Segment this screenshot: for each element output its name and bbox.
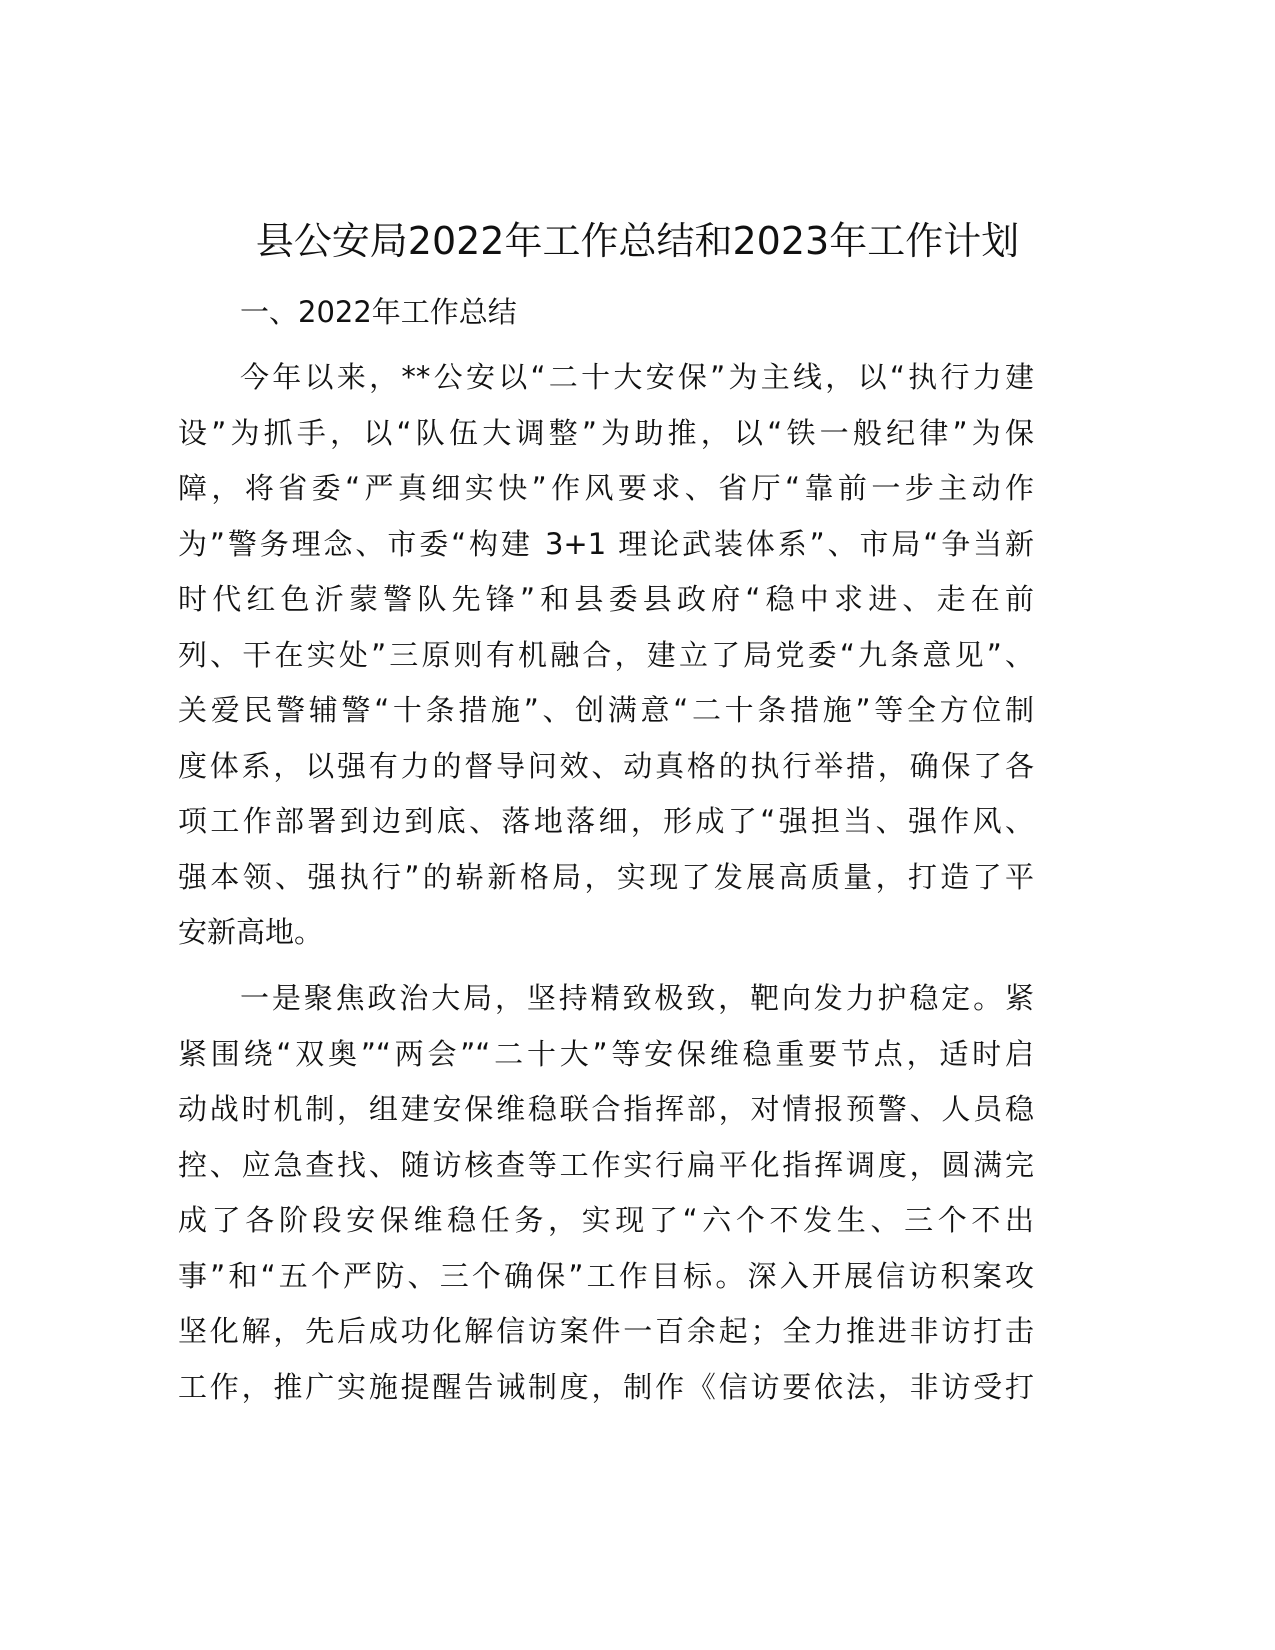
text-line: 关爱民警辅警“十条措施”、创满意“二十条措施”等全方位制 bbox=[178, 693, 1034, 727]
document-title: 县公安局2022年工作总结和2023年工作计划 bbox=[255, 219, 1020, 263]
section-heading: 一、2022年工作总结 bbox=[240, 295, 517, 329]
text-line: 时代红色沂蒙警队先锋”和县委县政府“稳中求进、走在前 bbox=[178, 582, 1034, 616]
text-line: 今年以来，**公安以“二十大安保”为主线，以“执行力建 bbox=[240, 360, 1034, 394]
paragraph-summary bbox=[178, 350, 1034, 961]
text-line: 事”和“五个严防、三个确保”工作目标。深入开展信访积案攻 bbox=[178, 1258, 1034, 1293]
text-line: 度体系，以强有力的督导问效、动真格的执行举措，确保了各 bbox=[178, 748, 1034, 783]
text-line: 成了各阶段安保维稳任务，实现了“六个不发生、三个不出 bbox=[178, 1203, 1034, 1237]
text-line: 一是聚焦政治大局，坚持精致极致，靶向发力护稳定。紧 bbox=[240, 981, 1034, 1015]
text-line: 列、干在实处”三原则有机融合，建立了局党委“九条意见”、 bbox=[178, 637, 1034, 672]
text-line: 安新高地。 bbox=[178, 915, 324, 949]
text-line: 为”警务理念、市委“构建 3+1 理论武装体系”、市局“争当新 bbox=[178, 526, 1034, 561]
text-line: 控、应急查找、随访核查等工作实行扁平化指挥调度，圆满完 bbox=[178, 1147, 1034, 1182]
text-line: 动战时机制，组建安保维稳联合指挥部，对情报预警、人员稳 bbox=[178, 1092, 1034, 1126]
text-line: 障，将省委“严真细实快”作风要求、省厅“靠前一步主动作 bbox=[178, 471, 1034, 505]
text-line: 设”为抓手，以“队伍大调整”为助推，以“铁一般纪律”为保 bbox=[178, 415, 1034, 450]
paragraph-political-stability bbox=[178, 971, 1034, 1415]
text-line: 工作，推广实施提醒告诫制度，制作《信访要依法，非访受打 bbox=[178, 1369, 1034, 1404]
text-line: 紧围绕“双奥”“两会”“二十大”等安保维稳重要节点，适时启 bbox=[178, 1036, 1034, 1071]
text-line: 项工作部署到边到底、落地落细，形成了“强担当、强作风、 bbox=[178, 804, 1034, 838]
text-line: 坚化解，先后成功化解信访案件一百余起；全力推进非访打击 bbox=[178, 1314, 1034, 1348]
text-line: 强本领、强执行”的崭新格局，实现了发展高质量，打造了平 bbox=[178, 859, 1034, 894]
